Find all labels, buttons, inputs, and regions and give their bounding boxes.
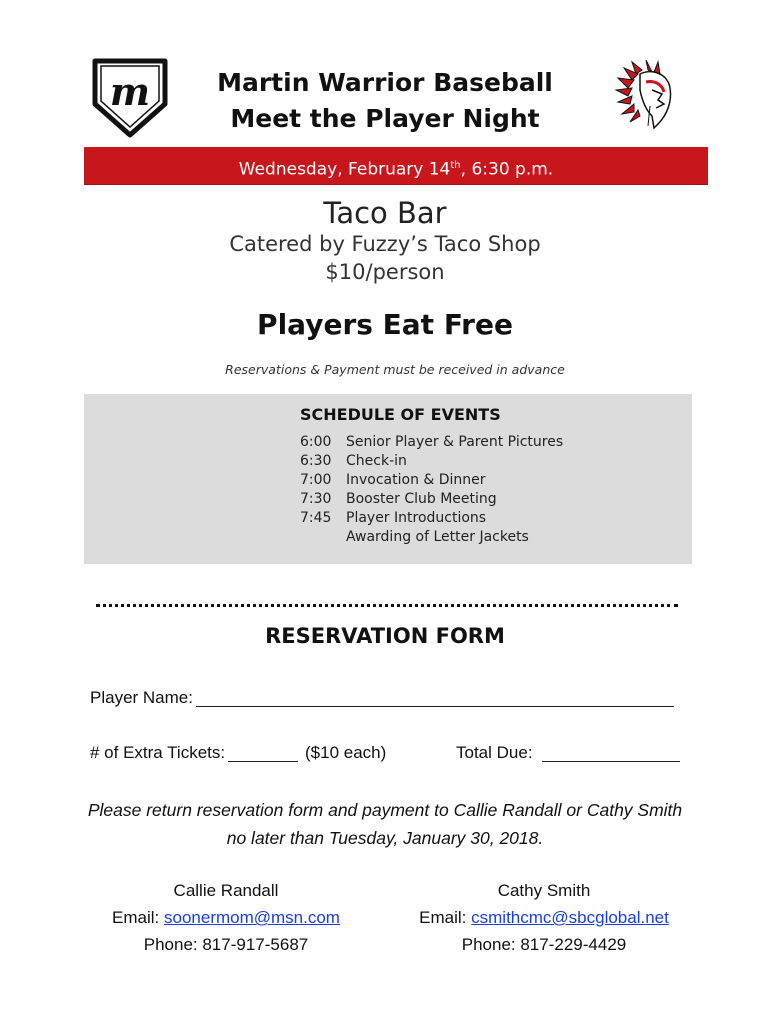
contact-email-row — [96, 904, 356, 931]
schedule-time: 7:45 — [300, 510, 332, 526]
extra-tickets-field[interactable] — [228, 761, 298, 762]
email-label: Email: — [112, 908, 160, 927]
contact-name: Cathy Smith — [497, 881, 591, 900]
catered-by-text: Catered by Fuzzy’s Taco Shop — [229, 232, 541, 256]
schedule-event: Player Introductions — [346, 510, 487, 526]
total-due-field[interactable] — [542, 761, 680, 762]
contact-callie — [96, 877, 356, 958]
page-title-line1: Martin Warrior Baseball — [217, 68, 553, 97]
email-link[interactable]: soonermom@msn.com — [164, 908, 340, 927]
schedule-time: 6:00 — [300, 434, 332, 450]
warrior-headdress-logo-icon — [612, 60, 684, 132]
schedule-item — [300, 434, 563, 450]
martin-m-home-plate-logo-icon — [92, 58, 168, 138]
contact-cathy — [414, 877, 674, 958]
schedule-item — [300, 453, 407, 469]
schedule-item — [300, 472, 486, 488]
schedule-event: Senior Player & Parent Pictures — [346, 434, 564, 450]
time-text: , 6:30 p.m. — [460, 159, 554, 180]
reservation-form-title: RESERVATION FORM — [265, 624, 505, 648]
dotted-cut-line — [96, 604, 678, 607]
player-name-label: Player Name: — [90, 688, 193, 707]
contact-name: Callie Randall — [173, 881, 279, 900]
schedule-event: Booster Club Meeting — [346, 491, 497, 507]
email-label: Email: — [419, 908, 467, 927]
schedule-event: Awarding of Letter Jackets — [346, 529, 529, 545]
ticket-price-text: ($10 each) — [305, 743, 387, 762]
email-link[interactable]: csmithcmc@sbcglobal.net — [471, 908, 669, 927]
schedule-item — [300, 510, 486, 526]
contact-phone: Phone: 817-229-4429 — [461, 935, 627, 954]
schedule-event: Invocation & Dinner — [346, 472, 486, 488]
schedule-time: 6:30 — [300, 453, 332, 469]
price-text: $10/person — [325, 260, 445, 284]
contact-phone: Phone: 817-917-5687 — [143, 935, 309, 954]
reservation-note: Reservations & Payment must be received in advance — [225, 362, 565, 377]
players-eat-free-heading: Players Eat Free — [257, 308, 513, 341]
total-due-label: Total Due: — [456, 743, 533, 762]
schedule-item — [300, 491, 497, 507]
player-name-field[interactable] — [196, 706, 674, 707]
page-title-line2: Meet the Player Night — [230, 104, 540, 133]
schedule-time: 7:30 — [300, 491, 332, 507]
schedule-item — [300, 529, 529, 545]
date-suffix: th — [450, 160, 461, 171]
taco-bar-heading: Taco Bar — [323, 196, 447, 230]
return-instructions: Please return reservation form and payment to Callie Randall or Cathy Smith no later than Tuesday, January 30, 2018. — [87, 800, 683, 848]
date-text: Wednesday, February 14 — [238, 159, 451, 180]
extra-tickets-label: # of Extra Tickets: — [90, 743, 226, 762]
svg-text:m: m — [109, 69, 151, 114]
date-banner — [84, 147, 708, 184]
contact-email-row — [414, 904, 674, 931]
schedule-event: Check-in — [346, 453, 407, 469]
schedule-time: 7:00 — [300, 472, 332, 488]
schedule-title: SCHEDULE OF EVENTS — [300, 405, 501, 424]
